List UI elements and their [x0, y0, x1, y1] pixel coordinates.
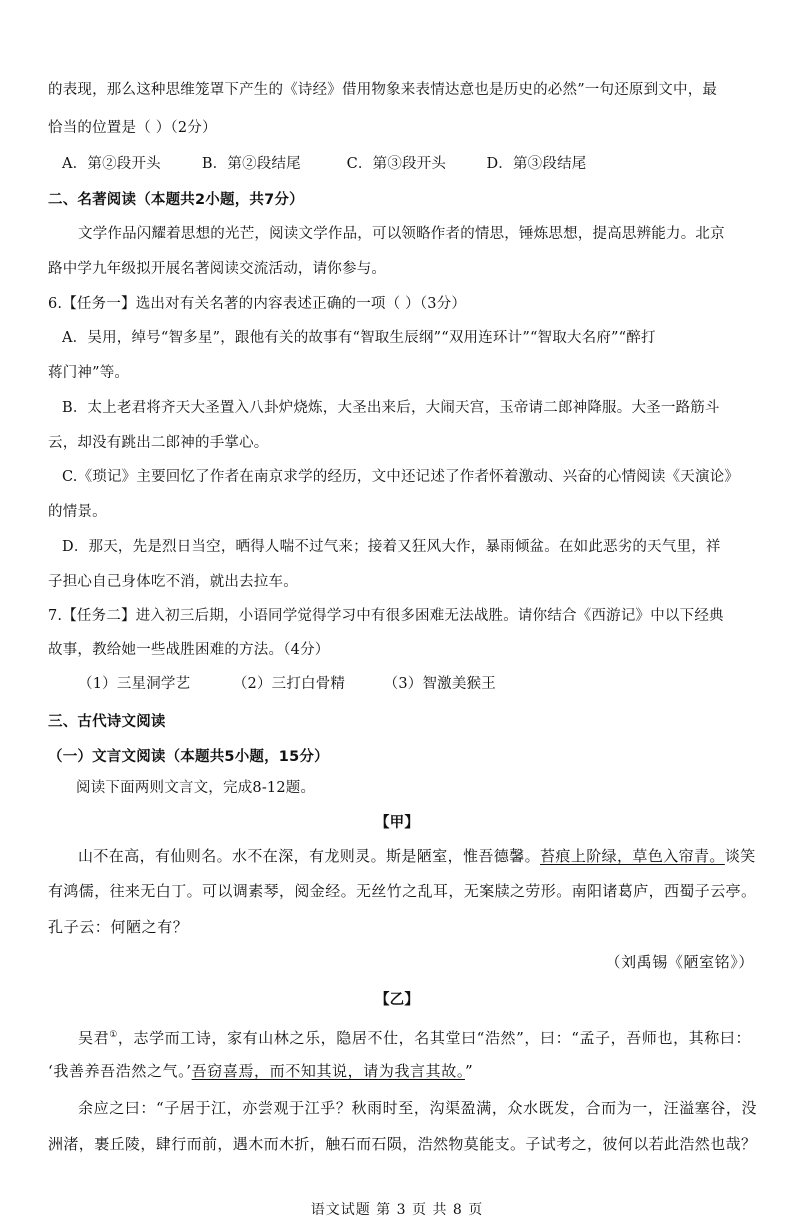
q6-option-b-1: B．太上老君将齐天大圣置入八卦炉烧炼，大圣出来后，大闹天宫，玉帝请二郎神降服。大圣一路筋斗	[62, 400, 720, 416]
passage-yi-line-1	[78, 1025, 751, 1048]
q6-option-d-1: D．那天，先是烈日当空，晒得人喘不过气来；接着又狂风大作，暴雨倾盆。在如此恶劣的天气里，祥	[62, 539, 721, 555]
passage-jia-line-1	[78, 846, 756, 866]
yi-line-2-close: ”	[464, 1062, 474, 1080]
q5-option-b: B．第②段结尾	[201, 156, 301, 172]
section2-intro-1: 文学作品闪耀着思想的光芒，阅读文学作品，可以领略作者的情思，锤炼思想，提高思辨能力。北京	[78, 226, 725, 242]
q6-stem: 6.【任务一】选出对有关名著的内容表述正确的一项（ ）（3分）	[48, 296, 467, 312]
q7-item-1: （1）三星洞学艺	[78, 676, 191, 692]
q7-stem-2: 故事，教给她一些战胜困难的方法。（4分）	[48, 642, 330, 658]
q5-line-1: 的表现，那么这种思维笼罩下产生的《诗经》借用物象来表情达意也是历史的必然”一句还原到文中，最	[48, 82, 718, 98]
jia-underlined-sentence: 苔痕上阶绿，草色入帘青。	[540, 847, 725, 865]
passage-yi-line-4: 洲渚，裹丘陵，肆行而前，遇木而木折，触石而石陨，浩然物莫能支。子试考之，彼何以若此浩然也哉？	[48, 1135, 757, 1153]
yi-line-1-name: 吴君	[78, 1029, 110, 1047]
yi-underlined-sentence: 吾窃喜焉，而不知其说，请为我言其故。	[191, 1062, 465, 1080]
q7-stem-1: 7.【任务二】进入初三后期，小语同学觉得学习中有很多困难无法战胜。请你结合《西游记》中以下经典	[48, 608, 724, 624]
q7-item-3: （3）智激美猴王	[383, 676, 496, 692]
section3-heading: 三、古代诗文阅读	[48, 714, 166, 730]
passage-jia-line-3: 孔子云：何陋之有？	[48, 918, 189, 936]
q6-option-a-1: A．吴用，绰号“智多星”，跟他有关的故事有“智取生辰纲”“双用连环计”“智取大名府”“醉打	[62, 330, 656, 346]
jia-line-1-text: 山不在高，有仙则名。水不在深，有龙则灵。斯是陋室，惟吾德馨。	[78, 847, 541, 865]
yi-line-1-text: ，志学而工诗，家有山林之乐，隐居不仕，名其堂曰“浩然”，曰：“孟子，吾师也，其称曰：	[117, 1029, 752, 1047]
section3-instruction: 阅读下面两则文言文，完成8-12题。	[76, 780, 316, 796]
q5-options	[62, 154, 586, 174]
jia-line-1-tail: 谈笑	[724, 847, 756, 865]
q5-line-2: 恰当的位置是（ ）（2分）	[48, 120, 217, 136]
q6-option-c-1: C.《琐记》主要回忆了作者在南京求学的经历，文中还记述了作者怀着激动、兴奋的心情阅读《天演论》	[62, 469, 740, 485]
passage-jia-title: 【甲】	[374, 815, 420, 831]
q6-option-b-2: 云，却没有跳出二郎神的手掌心。	[48, 435, 269, 451]
q5-option-d: D．第③段结尾	[486, 156, 587, 172]
passage-yi-line-2	[48, 1061, 473, 1081]
q6-option-c-2: 的情景。	[48, 504, 107, 520]
yi-line-2-quote: ‘我善养吾浩然之气。’	[48, 1062, 192, 1080]
q7-item-2: （2）三打白骨精	[232, 676, 346, 692]
footnote-marker: ①	[109, 1030, 118, 1040]
q7-items	[78, 674, 496, 694]
q6-option-a-2: 蒋门神”等。	[48, 365, 130, 381]
q5-option-a: A．第②段开头	[62, 156, 161, 172]
q6-option-d-2: 子担心自己身体吃不消，就出去拉车。	[48, 574, 298, 590]
section2-heading: 二、名著阅读（本题共2小题，共7分）	[48, 192, 304, 208]
page-footer: 语文试题 第 3 页 共 8 页	[310, 1202, 484, 1218]
q5-option-c: C．第③段开头	[346, 156, 447, 172]
section2-intro-2: 路中学九年级拟开展名著阅读交流活动，请你参与。	[48, 261, 387, 277]
passage-yi-line-3: 余应之曰：“子居于江，亦尝观于江乎？秋雨时至，沟渠盈满，众水既发，合而为一，汪溢塞谷，没	[78, 1099, 758, 1117]
passage-jia-source: （刘禹锡《陋室铭》）	[605, 953, 754, 971]
section3-subheading: （一）文言文阅读（本题共5小题，15分）	[48, 749, 329, 765]
passage-jia-line-2: 有鸿儒，往来无白丁。可以调素琴，阅金经。无丝竹之乱耳，无案牍之劳形。南阳诸葛庐，西蜀子云亭。	[48, 882, 757, 900]
passage-yi-title: 【乙】	[374, 992, 420, 1008]
